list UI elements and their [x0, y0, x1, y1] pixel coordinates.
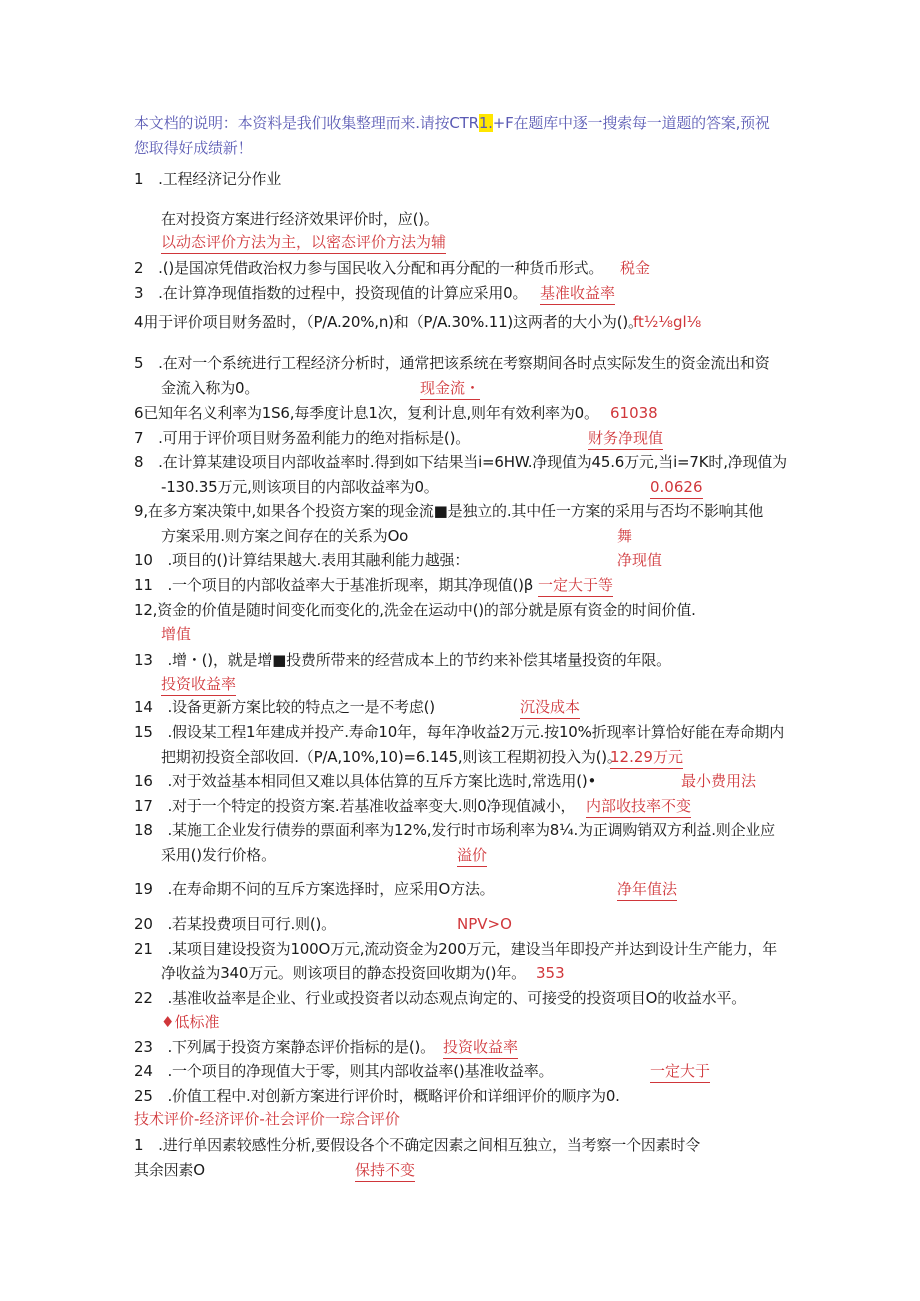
question-text-cont: 把期初投资全部收回.（P/A,10%,10)=6.145,则该工程期初投入为()。: [161, 748, 622, 766]
answer-text: 最小费用法: [681, 772, 757, 790]
answer-text: 舞: [617, 527, 633, 545]
question-text: 在对投资方案进行经济效果评价时，应()。: [161, 210, 439, 228]
question-text: 14 .设备更新方案比较的特点之一是不考虑(): [134, 698, 435, 716]
question-text: 7 .可用于评价项目财务盈利能力的绝对指标是()。: [134, 429, 471, 447]
section-title: 1 .工程经济记分作业: [134, 170, 282, 188]
intro-line-2: 您取得好成绩新！: [134, 139, 253, 157]
question-text-cont: 净收益为340万元。则该项目的静态投资回收期为()年。: [161, 964, 526, 982]
answer-text: 沉没成本: [520, 697, 580, 719]
answer-text: ft½⅛gl⅛: [633, 313, 702, 331]
question-text: 3 .在计算净现值指数的过程中，投资现值的计算应采用0。: [134, 284, 528, 302]
question-text: 13 .增・()，就是增■投费所带来的经营成本上的节约来补偿其堵量投资的年限。: [134, 651, 671, 669]
answer-text: 基准收益率: [540, 283, 615, 305]
question-text: 18 .某施工企业发行债券的票面利率为12%,发行时市场利率为8¼.为正调购销双方利益.则企业应: [134, 821, 775, 839]
answer-text: NPV>O: [457, 915, 512, 933]
answer-text: ♦低标准: [161, 1013, 220, 1031]
question-text: 1 .进行单因素较感性分析,要假设各个不确定因素之间相互独立，当考察一个因素时令: [134, 1136, 701, 1154]
question-text: 12,资金的价值是随时间变化而变化的,洗金在运动中()的部分就是原有资金的时间价值.: [134, 601, 696, 619]
question-text: 21 .某项目建设投资为100O万元,流动资金为200万元，建设当年即投产并达到设计生产能力，年: [134, 940, 778, 958]
answer-text: 净现值: [617, 551, 663, 569]
answer-text: 溢价: [457, 845, 487, 867]
question-text: 24 .一个项目的净现值大于零，则其内部收益率()基准收益率。: [134, 1062, 554, 1080]
question-text: 15 .假设某工程1年建成并投产.寿命10年，每年净收益2万元.按10%折现率计算恰好能在寿命期内: [134, 723, 785, 741]
answer-text: 61038: [610, 404, 658, 422]
answer-text: 净年值法: [617, 879, 677, 901]
answer-text: 保持不变: [355, 1160, 415, 1182]
intro-text-b: +F在题库中逐一搜索每一道题的答案,预祝: [492, 114, 770, 132]
answer-text: 增值: [161, 625, 192, 643]
question-text-cont: 采用()发行价格。: [161, 846, 276, 864]
question-text: 2 .()是国凉凭借政治权力参与国民收入分配和再分配的一种货币形式。: [134, 259, 604, 277]
question-text: 4用于评价项目财务盈时，（P/A.20%,n)和（P/A.30%.11)这两者的大小为()。: [134, 313, 643, 331]
question-text: 8 .在计算某建设项目内部收益率时.得到如下结果当i=6HW.净现值为45.6万元,当i=7K时,净现值为: [134, 453, 787, 471]
question-text-cont: -130.35万元,则该项目的内部收益率为0。: [161, 478, 439, 496]
answer-text: 以动态评价方法为主，以密态评价方法为辅: [161, 232, 446, 254]
answer-text: 0.0626: [650, 477, 703, 499]
answer-text: 一定大于: [650, 1061, 710, 1083]
question-text: 20 .若某投费项目可行.则()。: [134, 915, 336, 933]
search-highlight: 1.: [478, 114, 493, 132]
question-text-cont: 其余因素O: [134, 1161, 205, 1179]
answer-text: 内部收技率不变: [586, 796, 691, 818]
question-text: 23 .下列属于投资方案静态评价指标的是()。: [134, 1038, 435, 1056]
question-text: 11 .一个项目的内部收益率大于基准折现率，期其净现值()β: [134, 576, 534, 594]
question-text-cont: 方案采用.则方案之间存在的关系为Oo: [161, 527, 409, 545]
answer-text: 技术评价-经济评价-社会评价一琮合评价: [134, 1110, 400, 1128]
question-text: 9,在多方案决策中,如果各个投资方案的现金流■是独立的.其中任一方案的采用与否均不影响其他: [134, 502, 764, 520]
question-text: 25 .价值工程中.对创新方案进行评价时，概略评价和详细评价的顺序为0.: [134, 1087, 620, 1105]
intro-text-a: 本文档的说明：本资料是我们收集整理而来.请按CTR: [134, 114, 479, 132]
answer-text: 12.29万元: [610, 747, 683, 769]
question-text: 6已知年名义利率为1S6,每季度计息1次，复利计息,则年有效利率为0。: [134, 404, 599, 422]
question-text-cont: 金流入称为0。: [161, 379, 260, 397]
answer-text: 税金: [620, 259, 651, 277]
answer-text: 一定大于等: [538, 575, 613, 597]
question-text: 22 .基准收益率是企业、行业或投资者以动态观点询定的、可接受的投资项目O的收益水平。: [134, 989, 747, 1007]
question-text: 10 .项目的()计算结果越大.表用其融利能力越强：: [134, 551, 470, 569]
question-text: 19 .在寿命期不问的互斥方案选择时，应采用O方法。: [134, 880, 495, 898]
answer-text: 353: [536, 964, 565, 982]
answer-text: 投资收益率: [161, 674, 236, 696]
intro-line-1: [134, 113, 770, 133]
answer-text: 财务净现值: [588, 428, 663, 450]
answer-text: 投资收益率: [443, 1037, 518, 1059]
question-text: 5 .在对一个系统进行工程经济分析时，通常把该系统在考察期间各时点实际发生的资金流出和资: [134, 354, 770, 372]
answer-text: 现金流・: [420, 378, 480, 400]
question-text: 17 .对于一个特定的投资方案.若基准收益率变大.则0净现值减小，: [134, 797, 576, 815]
question-text: 16 .对于效益基本相同但又难以具体估算的互斥方案比选时,常选用()•: [134, 772, 597, 790]
